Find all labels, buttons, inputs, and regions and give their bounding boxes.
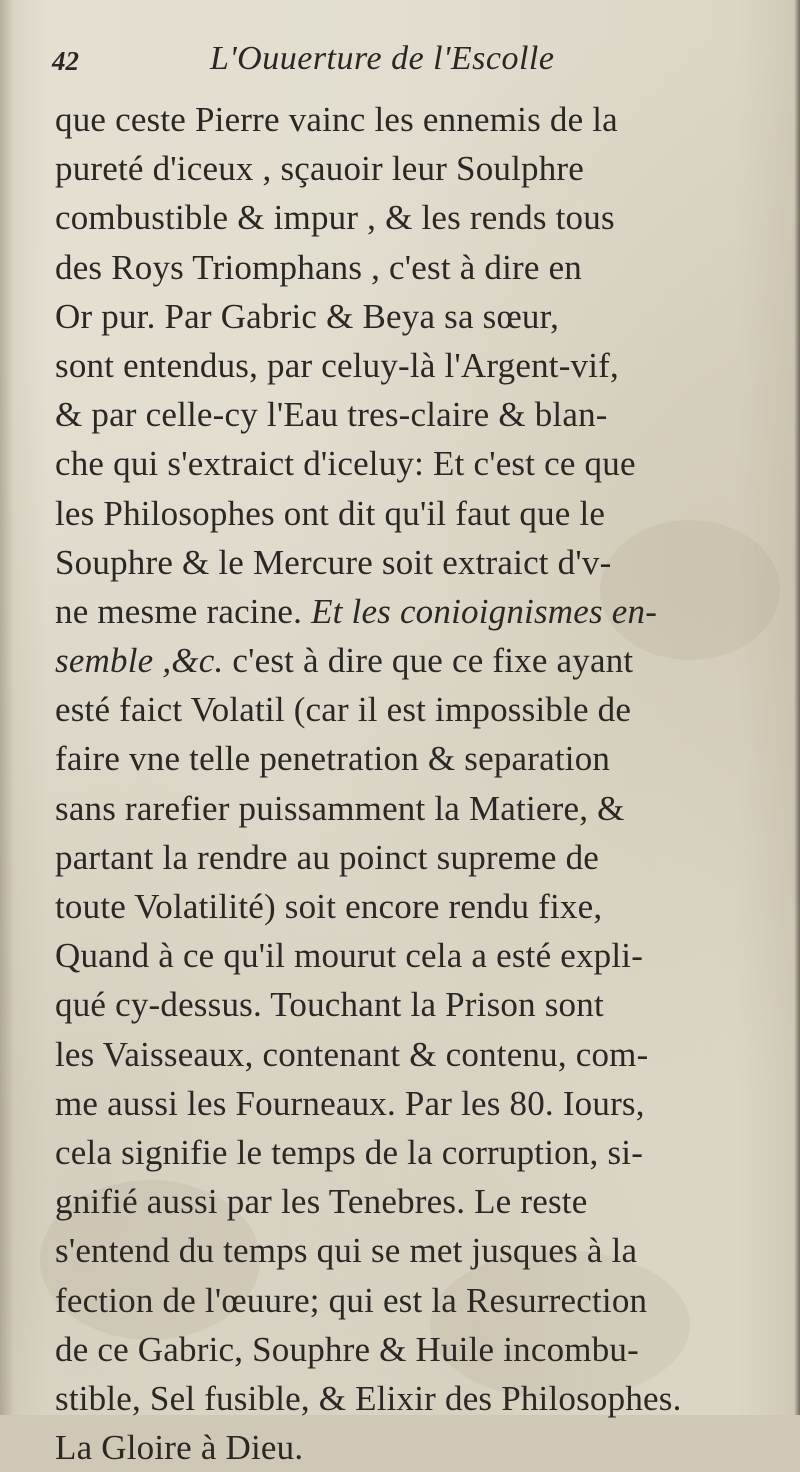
line-text: qué cy-dessus. Touchant la Prison sont (55, 985, 604, 1025)
line-text: & par celle-cy l'Eau tres-claire & blan- (55, 395, 608, 435)
text-line (55, 1030, 755, 1079)
text-line (55, 784, 755, 833)
text-line (55, 587, 755, 636)
running-title: L'Ouuerture de l'Escolle (210, 40, 555, 77)
line-text: des Roys Triomphans , c'est à dire en (55, 247, 582, 287)
line-text: gnifié aussi par les Tenebres. Le reste (55, 1182, 588, 1222)
italic-text: semble ,&c. (55, 641, 224, 681)
line-text: pureté d'iceux , sçauoir leur Soulphre (55, 149, 585, 189)
text-line (55, 390, 755, 439)
body-text (55, 95, 755, 1472)
text-line (55, 1226, 755, 1275)
text-line (55, 292, 755, 341)
line-text: Quand à ce qu'il mourut cela a esté expli- (55, 936, 644, 976)
line-text: stible, Sel fusible, & Elixir des Philosophes. (55, 1378, 682, 1418)
text-line (55, 636, 755, 685)
line-text: c'est à dire que ce fixe ayant (223, 641, 634, 681)
text-line (55, 341, 755, 390)
line-text: partant la rendre au poinct supreme de (55, 837, 600, 877)
text-line (55, 833, 755, 882)
text-line (55, 685, 755, 734)
line-text: fection de l'œuure; qui est la Resurrection (55, 1280, 648, 1320)
gutter-shadow (0, 0, 14, 1415)
text-line (55, 243, 755, 292)
line-text: cela signifie le temps de la corruption, si- (55, 1132, 644, 1172)
text-line (55, 1374, 755, 1423)
text-line (55, 1079, 755, 1128)
line-text: les Vaisseaux, contenant & contenu, com- (55, 1034, 649, 1074)
text-line (55, 1276, 755, 1325)
line-text: me aussi les Fourneaux. Par les 80. Iours, (55, 1083, 645, 1123)
line-text: che qui s'extraict d'iceluy: Et c'est ce que (55, 444, 636, 484)
text-line (55, 1177, 755, 1226)
line-text: Or pur. Par Gabric & Beya sa sœur, (55, 296, 560, 336)
page-edge (794, 0, 800, 1415)
text-line (55, 882, 755, 931)
line-text: La Gloire à Dieu. (55, 1428, 304, 1468)
line-text: esté faict Volatil (car il est impossible de (55, 690, 632, 730)
text-line (55, 95, 755, 144)
line-text: que ceste Pierre vainc les ennemis de la (55, 100, 618, 139)
text-line (55, 144, 755, 193)
page-number: 42 (52, 46, 79, 76)
line-text: les Philosophes ont dit qu'il faut que le (55, 493, 606, 533)
text-line (55, 193, 755, 242)
line-text: combustible & impur , & les rends tous (55, 198, 615, 238)
text-line (55, 489, 755, 538)
text-line (55, 1128, 755, 1177)
text-line (55, 980, 755, 1029)
text-line (55, 1325, 755, 1374)
line-text: Souphre & le Mercure soit extraict d'v- (55, 542, 612, 582)
line-text: toute Volatilité) soit encore rendu fixe, (55, 887, 603, 926)
line-text: ne mesme racine. (55, 591, 312, 631)
line-text: sans rarefier puissamment la Matiere, & (55, 788, 625, 828)
line-text: s'entend du temps qui se met jusques à la (55, 1231, 638, 1271)
line-text: de ce Gabric, Souphre & Huile incombu- (55, 1329, 639, 1369)
line-text: faire vne telle penetration & separation (55, 739, 611, 779)
text-line (55, 734, 755, 783)
text-line (55, 538, 755, 587)
text-line (55, 439, 755, 488)
text-line (55, 1423, 755, 1472)
text-line (55, 931, 755, 980)
italic-text: Et les conioignismes en- (311, 591, 658, 631)
line-text: sont entendus, par celuy-là l'Argent-vif, (55, 345, 619, 385)
page-header (52, 38, 752, 86)
